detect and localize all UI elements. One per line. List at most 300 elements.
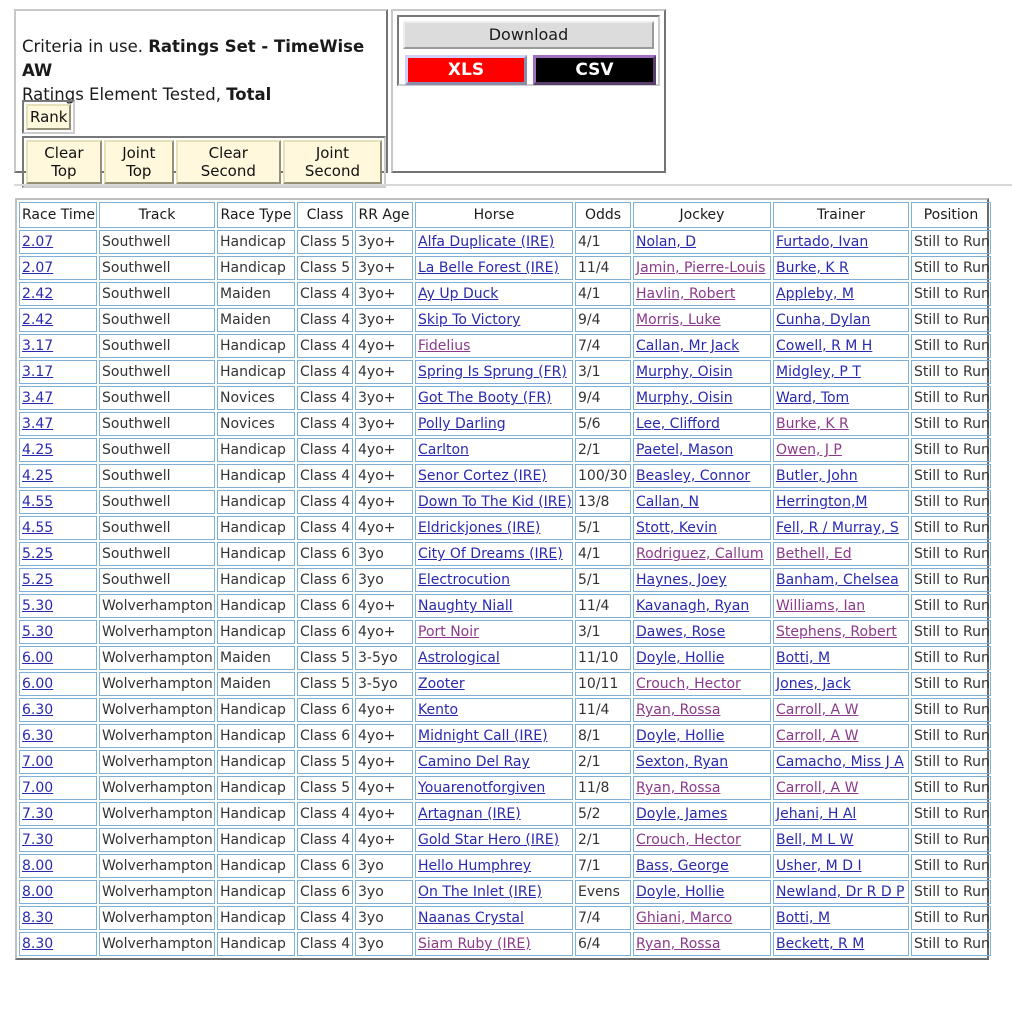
horse-cell: [415, 230, 573, 254]
position-cell: Still to Run: [911, 230, 991, 254]
race-time-link[interactable]: 6.30: [22, 702, 54, 718]
age-cell: 4yo+: [355, 516, 413, 540]
age-cell: 4yo+: [355, 802, 413, 826]
position-cell: Still to Run: [911, 308, 991, 332]
race-time-cell: [19, 256, 97, 280]
odds-cell: 5/1: [575, 568, 631, 592]
jockey-link[interactable]: Callan, Mr Jack: [636, 338, 740, 354]
trainer-link[interactable]: Burke, K R: [776, 416, 849, 432]
race-time-cell: [19, 854, 97, 878]
class-cell: Class 5: [297, 750, 353, 774]
horse-cell: [415, 698, 573, 722]
horse-link[interactable]: City Of Dreams (IRE): [418, 546, 563, 562]
horse-link[interactable]: Port Noir: [418, 624, 479, 640]
age-cell: 4yo+: [355, 698, 413, 722]
trainer-link[interactable]: Butler, John: [776, 468, 858, 484]
trainer-link[interactable]: Carroll, A W: [776, 780, 859, 796]
race-time-cell: [19, 698, 97, 722]
horse-cell: [415, 516, 573, 540]
track-cell: Wolverhampton: [99, 932, 215, 956]
class-cell: Class 6: [297, 880, 353, 904]
table-row: [19, 646, 991, 670]
trainer-link[interactable]: Burke, K R: [776, 260, 849, 276]
age-cell: 3yo: [355, 854, 413, 878]
race-time-cell: [19, 594, 97, 618]
race-time-cell: [19, 932, 97, 956]
odds-cell: 5/6: [575, 412, 631, 436]
race-time-link[interactable]: 4.25: [22, 468, 54, 484]
race-type-cell: Handicap: [217, 438, 295, 462]
race-time-link[interactable]: 4.25: [22, 442, 54, 458]
table-row: [19, 750, 991, 774]
trainer-link[interactable]: Jones, Jack: [776, 676, 851, 692]
horse-cell: [415, 646, 573, 670]
track-cell: Wolverhampton: [99, 620, 215, 644]
table-row: [19, 724, 991, 748]
race-time-link[interactable]: 6.30: [22, 728, 54, 744]
jockey-link[interactable]: Morris, Luke: [636, 312, 721, 328]
race-type-cell: Handicap: [217, 828, 295, 852]
odds-cell: 11/4: [575, 698, 631, 722]
trainer-cell: [773, 568, 909, 592]
horse-link[interactable]: Naanas Crystal: [418, 910, 524, 926]
race-time-link[interactable]: 8.00: [22, 858, 54, 874]
horse-link[interactable]: Down To The Kid (IRE): [418, 494, 572, 510]
age-cell: 3yo: [355, 542, 413, 566]
header-position: Position: [911, 202, 991, 228]
race-time-link[interactable]: 6.00: [22, 676, 54, 692]
download-panel: [391, 9, 666, 173]
jockey-link[interactable]: Paetel, Mason: [636, 442, 734, 458]
jockey-link[interactable]: Doyle, Hollie: [636, 884, 725, 900]
table-row: [19, 594, 991, 618]
age-cell: 3yo+: [355, 308, 413, 332]
track-cell: Southwell: [99, 334, 215, 358]
race-time-cell: [19, 334, 97, 358]
horse-link[interactable]: Kento: [418, 702, 459, 718]
track-cell: Wolverhampton: [99, 802, 215, 826]
jockey-cell: [633, 880, 771, 904]
horse-link[interactable]: Siam Ruby (IRE): [418, 936, 531, 952]
jockey-link[interactable]: Bass, George: [636, 858, 729, 874]
clear-second-button[interactable]: Clear Second: [176, 140, 281, 184]
odds-cell: 5/1: [575, 516, 631, 540]
race-time-link[interactable]: 5.25: [22, 572, 54, 588]
odds-cell: 11/8: [575, 776, 631, 800]
class-cell: Class 4: [297, 464, 353, 488]
race-time-link[interactable]: 3.47: [22, 416, 54, 432]
odds-cell: Evens: [575, 880, 631, 904]
position-cell: Still to Run: [911, 854, 991, 878]
horse-cell: [415, 620, 573, 644]
track-cell: Southwell: [99, 464, 215, 488]
clear-top-button[interactable]: Clear Top: [26, 140, 102, 184]
age-cell: 3yo: [355, 906, 413, 930]
horse-cell: [415, 438, 573, 462]
horse-link[interactable]: Eldrickjones (IRE): [418, 520, 541, 536]
xls-download-button[interactable]: XLS: [405, 55, 527, 85]
trainer-link[interactable]: Stephens, Robert: [776, 624, 897, 640]
odds-cell: 7/4: [575, 906, 631, 930]
trainer-link[interactable]: Fell, R / Murray, S: [776, 520, 899, 536]
criteria-panel: [14, 9, 388, 180]
trainer-link[interactable]: Beckett, R M: [776, 936, 865, 952]
horse-link[interactable]: Fidelius: [418, 338, 471, 354]
race-time-cell: [19, 386, 97, 410]
joint-second-button[interactable]: Joint Second: [283, 140, 382, 184]
horse-link[interactable]: Carlton: [418, 442, 469, 458]
race-time-link[interactable]: 7.00: [22, 780, 54, 796]
jockey-link[interactable]: Doyle, Hollie: [636, 650, 725, 666]
trainer-cell: [773, 828, 909, 852]
position-cell: Still to Run: [911, 360, 991, 384]
jockey-cell: [633, 620, 771, 644]
trainer-link[interactable]: Usher, M D I: [776, 858, 862, 874]
race-time-link[interactable]: 3.17: [22, 364, 54, 380]
trainer-cell: [773, 776, 909, 800]
horse-cell: [415, 802, 573, 826]
class-cell: Class 4: [297, 308, 353, 332]
rank-group: [22, 100, 75, 134]
trainer-cell: [773, 880, 909, 904]
age-cell: 3yo: [355, 880, 413, 904]
joint-top-button[interactable]: Joint Top: [104, 140, 174, 184]
track-cell: Southwell: [99, 490, 215, 514]
trainer-cell: [773, 490, 909, 514]
table-row: [19, 230, 991, 254]
horse-link[interactable]: Got The Booty (FR): [418, 390, 552, 406]
trainer-cell: [773, 906, 909, 930]
horse-link[interactable]: Astrological: [418, 650, 500, 666]
trainer-link[interactable]: Bell, M L W: [776, 832, 854, 848]
trainer-link[interactable]: Camacho, Miss J A: [776, 754, 904, 770]
race-time-link[interactable]: 2.42: [22, 312, 54, 328]
odds-cell: 11/4: [575, 594, 631, 618]
jockey-cell: [633, 256, 771, 280]
horse-link[interactable]: On The Inlet (IRE): [418, 884, 542, 900]
position-cell: Still to Run: [911, 672, 991, 696]
trainer-link[interactable]: Carroll, A W: [776, 702, 859, 718]
age-cell: 4yo+: [355, 464, 413, 488]
trainer-link[interactable]: Cunha, Dylan: [776, 312, 871, 328]
jockey-link[interactable]: Murphy, Oisin: [636, 390, 733, 406]
horse-link[interactable]: Midnight Call (IRE): [418, 728, 548, 744]
table-row: [19, 412, 991, 436]
horse-link[interactable]: Zooter: [418, 676, 465, 692]
horse-link[interactable]: Electrocution: [418, 572, 510, 588]
jockey-cell: [633, 724, 771, 748]
race-type-cell: Handicap: [217, 906, 295, 930]
odds-cell: 2/1: [575, 828, 631, 852]
track-cell: Wolverhampton: [99, 698, 215, 722]
race-time-link[interactable]: 7.00: [22, 754, 54, 770]
class-cell: Class 4: [297, 828, 353, 852]
horse-cell: [415, 750, 573, 774]
jockey-link[interactable]: Murphy, Oisin: [636, 364, 733, 380]
race-time-cell: [19, 542, 97, 566]
download-inner: [397, 15, 660, 86]
table-row: [19, 568, 991, 592]
race-time-cell: [19, 776, 97, 800]
table-row: [19, 438, 991, 462]
results-table-wrapper: [15, 198, 989, 960]
jockey-link[interactable]: Ghiani, Marco: [636, 910, 733, 926]
horse-cell: [415, 880, 573, 904]
class-cell: Class 6: [297, 698, 353, 722]
header-row: [19, 202, 991, 228]
trainer-link[interactable]: Williams, Ian: [776, 598, 866, 614]
jockey-link[interactable]: Ryan, Rossa: [636, 780, 721, 796]
horse-cell: [415, 282, 573, 306]
jockey-link[interactable]: Doyle, Hollie: [636, 728, 725, 744]
trainer-link[interactable]: Carroll, A W: [776, 728, 859, 744]
track-cell: Wolverhampton: [99, 880, 215, 904]
track-cell: Southwell: [99, 308, 215, 332]
position-cell: Still to Run: [911, 568, 991, 592]
horse-cell: [415, 906, 573, 930]
race-time-cell: [19, 412, 97, 436]
class-cell: Class 5: [297, 230, 353, 254]
age-cell: 3-5yo: [355, 646, 413, 670]
jockey-cell: [633, 308, 771, 332]
trainer-cell: [773, 854, 909, 878]
class-cell: Class 6: [297, 594, 353, 618]
race-time-cell: [19, 230, 97, 254]
jockey-link[interactable]: Sexton, Ryan: [636, 754, 729, 770]
trainer-link[interactable]: Herrington,M: [776, 494, 868, 510]
horse-link[interactable]: Spring Is Sprung (FR): [418, 364, 567, 380]
horse-link[interactable]: Ay Up Duck: [418, 286, 499, 302]
jockey-link[interactable]: Stott, Kevin: [636, 520, 717, 536]
trainer-link[interactable]: Banham, Chelsea: [776, 572, 899, 588]
race-time-cell: [19, 490, 97, 514]
race-time-link[interactable]: 3.17: [22, 338, 54, 354]
race-time-link[interactable]: 7.30: [22, 832, 54, 848]
rank-button[interactable]: Rank: [26, 104, 71, 130]
trainer-cell: [773, 360, 909, 384]
horse-link[interactable]: Gold Star Hero (IRE): [418, 832, 560, 848]
table-row: [19, 802, 991, 826]
race-type-cell: Handicap: [217, 932, 295, 956]
jockey-cell: [633, 360, 771, 384]
class-cell: Class 4: [297, 282, 353, 306]
trainer-cell: [773, 386, 909, 410]
jockey-link[interactable]: Rodriguez, Callum: [636, 546, 764, 562]
jockey-link[interactable]: Kavanagh, Ryan: [636, 598, 750, 614]
odds-cell: 11/4: [575, 256, 631, 280]
race-type-cell: Handicap: [217, 620, 295, 644]
table-row: [19, 776, 991, 800]
trainer-link[interactable]: Jehani, H Al: [776, 806, 857, 822]
race-type-cell: Handicap: [217, 542, 295, 566]
jockey-link[interactable]: Callan, N: [636, 494, 699, 510]
race-time-link[interactable]: 2.42: [22, 286, 54, 302]
horse-link[interactable]: Artagnan (IRE): [418, 806, 521, 822]
position-cell: Still to Run: [911, 594, 991, 618]
race-type-cell: Handicap: [217, 776, 295, 800]
jockey-link[interactable]: Havlin, Robert: [636, 286, 736, 302]
position-cell: Still to Run: [911, 438, 991, 462]
trainer-cell: [773, 308, 909, 332]
age-cell: 4yo+: [355, 360, 413, 384]
track-cell: Southwell: [99, 542, 215, 566]
position-cell: Still to Run: [911, 750, 991, 774]
jockey-link[interactable]: Ryan, Rossa: [636, 936, 721, 952]
csv-download-button[interactable]: CSV: [533, 55, 656, 85]
filter-group: [22, 136, 386, 188]
age-cell: 4yo+: [355, 594, 413, 618]
class-cell: Class 6: [297, 620, 353, 644]
trainer-cell: [773, 282, 909, 306]
class-cell: Class 6: [297, 724, 353, 748]
age-cell: 3yo: [355, 932, 413, 956]
race-time-cell: [19, 750, 97, 774]
jockey-cell: [633, 412, 771, 436]
track-cell: Wolverhampton: [99, 594, 215, 618]
trainer-cell: [773, 594, 909, 618]
trainer-link[interactable]: Cowell, R M H: [776, 338, 873, 354]
horse-cell: [415, 542, 573, 566]
results-table: [17, 200, 993, 958]
race-time-link[interactable]: 3.47: [22, 390, 54, 406]
horse-cell: [415, 256, 573, 280]
track-cell: Southwell: [99, 256, 215, 280]
trainer-link[interactable]: Botti, M: [776, 650, 831, 666]
trainer-cell: [773, 256, 909, 280]
race-time-cell: [19, 464, 97, 488]
table-row: [19, 256, 991, 280]
jockey-link[interactable]: Doyle, James: [636, 806, 728, 822]
position-cell: Still to Run: [911, 646, 991, 670]
jockey-link[interactable]: Dawes, Rose: [636, 624, 726, 640]
trainer-link[interactable]: Furtado, Ivan: [776, 234, 869, 250]
position-cell: Still to Run: [911, 542, 991, 566]
horse-link[interactable]: Alfa Duplicate (IRE): [418, 234, 555, 250]
horse-link[interactable]: La Belle Forest (IRE): [418, 260, 559, 276]
trainer-cell: [773, 672, 909, 696]
race-time-link[interactable]: 8.00: [22, 884, 54, 900]
table-row: [19, 932, 991, 956]
race-time-link[interactable]: 2.07: [22, 260, 54, 276]
race-type-cell: Maiden: [217, 646, 295, 670]
race-time-cell: [19, 438, 97, 462]
trainer-link[interactable]: Midgley, P T: [776, 364, 861, 380]
horse-link[interactable]: Youarenotforgiven: [418, 780, 546, 796]
header-odds: Odds: [575, 202, 631, 228]
jockey-link[interactable]: Crouch, Hector: [636, 832, 741, 848]
jockey-link[interactable]: Nolan, D: [636, 234, 697, 250]
table-row: [19, 386, 991, 410]
jockey-link[interactable]: Ryan, Rossa: [636, 702, 721, 718]
race-time-link[interactable]: 4.55: [22, 520, 54, 536]
trainer-cell: [773, 932, 909, 956]
horse-cell: [415, 386, 573, 410]
race-type-cell: Handicap: [217, 880, 295, 904]
race-time-link[interactable]: 6.00: [22, 650, 54, 666]
jockey-cell: [633, 230, 771, 254]
track-cell: Southwell: [99, 438, 215, 462]
race-type-cell: Handicap: [217, 230, 295, 254]
jockey-cell: [633, 334, 771, 358]
horse-cell: [415, 932, 573, 956]
race-time-link[interactable]: 7.30: [22, 806, 54, 822]
horse-cell: [415, 464, 573, 488]
odds-cell: 4/1: [575, 282, 631, 306]
race-time-link[interactable]: 5.30: [22, 624, 54, 640]
race-time-cell: [19, 880, 97, 904]
odds-cell: 2/1: [575, 438, 631, 462]
jockey-link[interactable]: Crouch, Hector: [636, 676, 741, 692]
jockey-cell: [633, 490, 771, 514]
trainer-cell: [773, 412, 909, 436]
jockey-link[interactable]: Haynes, Joey: [636, 572, 727, 588]
race-time-link[interactable]: 8.30: [22, 936, 54, 952]
horse-link[interactable]: Naughty Niall: [418, 598, 513, 614]
age-cell: 4yo+: [355, 724, 413, 748]
horse-cell: [415, 854, 573, 878]
odds-cell: 9/4: [575, 386, 631, 410]
race-time-link[interactable]: 8.30: [22, 910, 54, 926]
race-time-link[interactable]: 5.30: [22, 598, 54, 614]
race-time-link[interactable]: 5.25: [22, 546, 54, 562]
position-cell: Still to Run: [911, 256, 991, 280]
position-cell: Still to Run: [911, 620, 991, 644]
odds-cell: 7/1: [575, 854, 631, 878]
position-cell: Still to Run: [911, 386, 991, 410]
race-time-link[interactable]: 2.07: [22, 234, 54, 250]
race-time-cell: [19, 282, 97, 306]
trainer-link[interactable]: Botti, M: [776, 910, 831, 926]
odds-cell: 2/1: [575, 750, 631, 774]
position-cell: Still to Run: [911, 724, 991, 748]
jockey-cell: [633, 386, 771, 410]
horse-link[interactable]: Senor Cortez (IRE): [418, 468, 547, 484]
jockey-cell: [633, 750, 771, 774]
class-cell: Class 4: [297, 490, 353, 514]
jockey-link[interactable]: Jamin, Pierre-Louis: [636, 260, 766, 276]
horse-link[interactable]: Skip To Victory: [418, 312, 521, 328]
jockey-link[interactable]: Lee, Clifford: [636, 416, 720, 432]
trainer-cell: [773, 620, 909, 644]
trainer-link[interactable]: Newland, Dr R D P: [776, 884, 905, 900]
trainer-link[interactable]: Bethell, Ed: [776, 546, 852, 562]
trainer-link[interactable]: Owen, J P: [776, 442, 842, 458]
header-jockey: Jockey: [633, 202, 771, 228]
horse-link[interactable]: Polly Darling: [418, 416, 506, 432]
horse-cell: [415, 308, 573, 332]
odds-cell: 10/11: [575, 672, 631, 696]
class-cell: Class 5: [297, 256, 353, 280]
trainer-cell: [773, 516, 909, 540]
track-cell: Southwell: [99, 230, 215, 254]
race-time-cell: [19, 672, 97, 696]
race-time-link[interactable]: 4.55: [22, 494, 54, 510]
horse-link[interactable]: Hello Humphrey: [418, 858, 532, 874]
horse-cell: [415, 776, 573, 800]
race-type-cell: Novices: [217, 386, 295, 410]
track-cell: Wolverhampton: [99, 646, 215, 670]
position-cell: Still to Run: [911, 906, 991, 930]
jockey-link[interactable]: Beasley, Connor: [636, 468, 751, 484]
horse-link[interactable]: Camino Del Ray: [418, 754, 530, 770]
age-cell: 4yo+: [355, 776, 413, 800]
trainer-link[interactable]: Appleby, M: [776, 286, 855, 302]
trainer-link[interactable]: Ward, Tom: [776, 390, 850, 406]
age-cell: 4yo+: [355, 490, 413, 514]
odds-cell: 3/1: [575, 360, 631, 384]
trainer-cell: [773, 724, 909, 748]
horse-cell: [415, 594, 573, 618]
